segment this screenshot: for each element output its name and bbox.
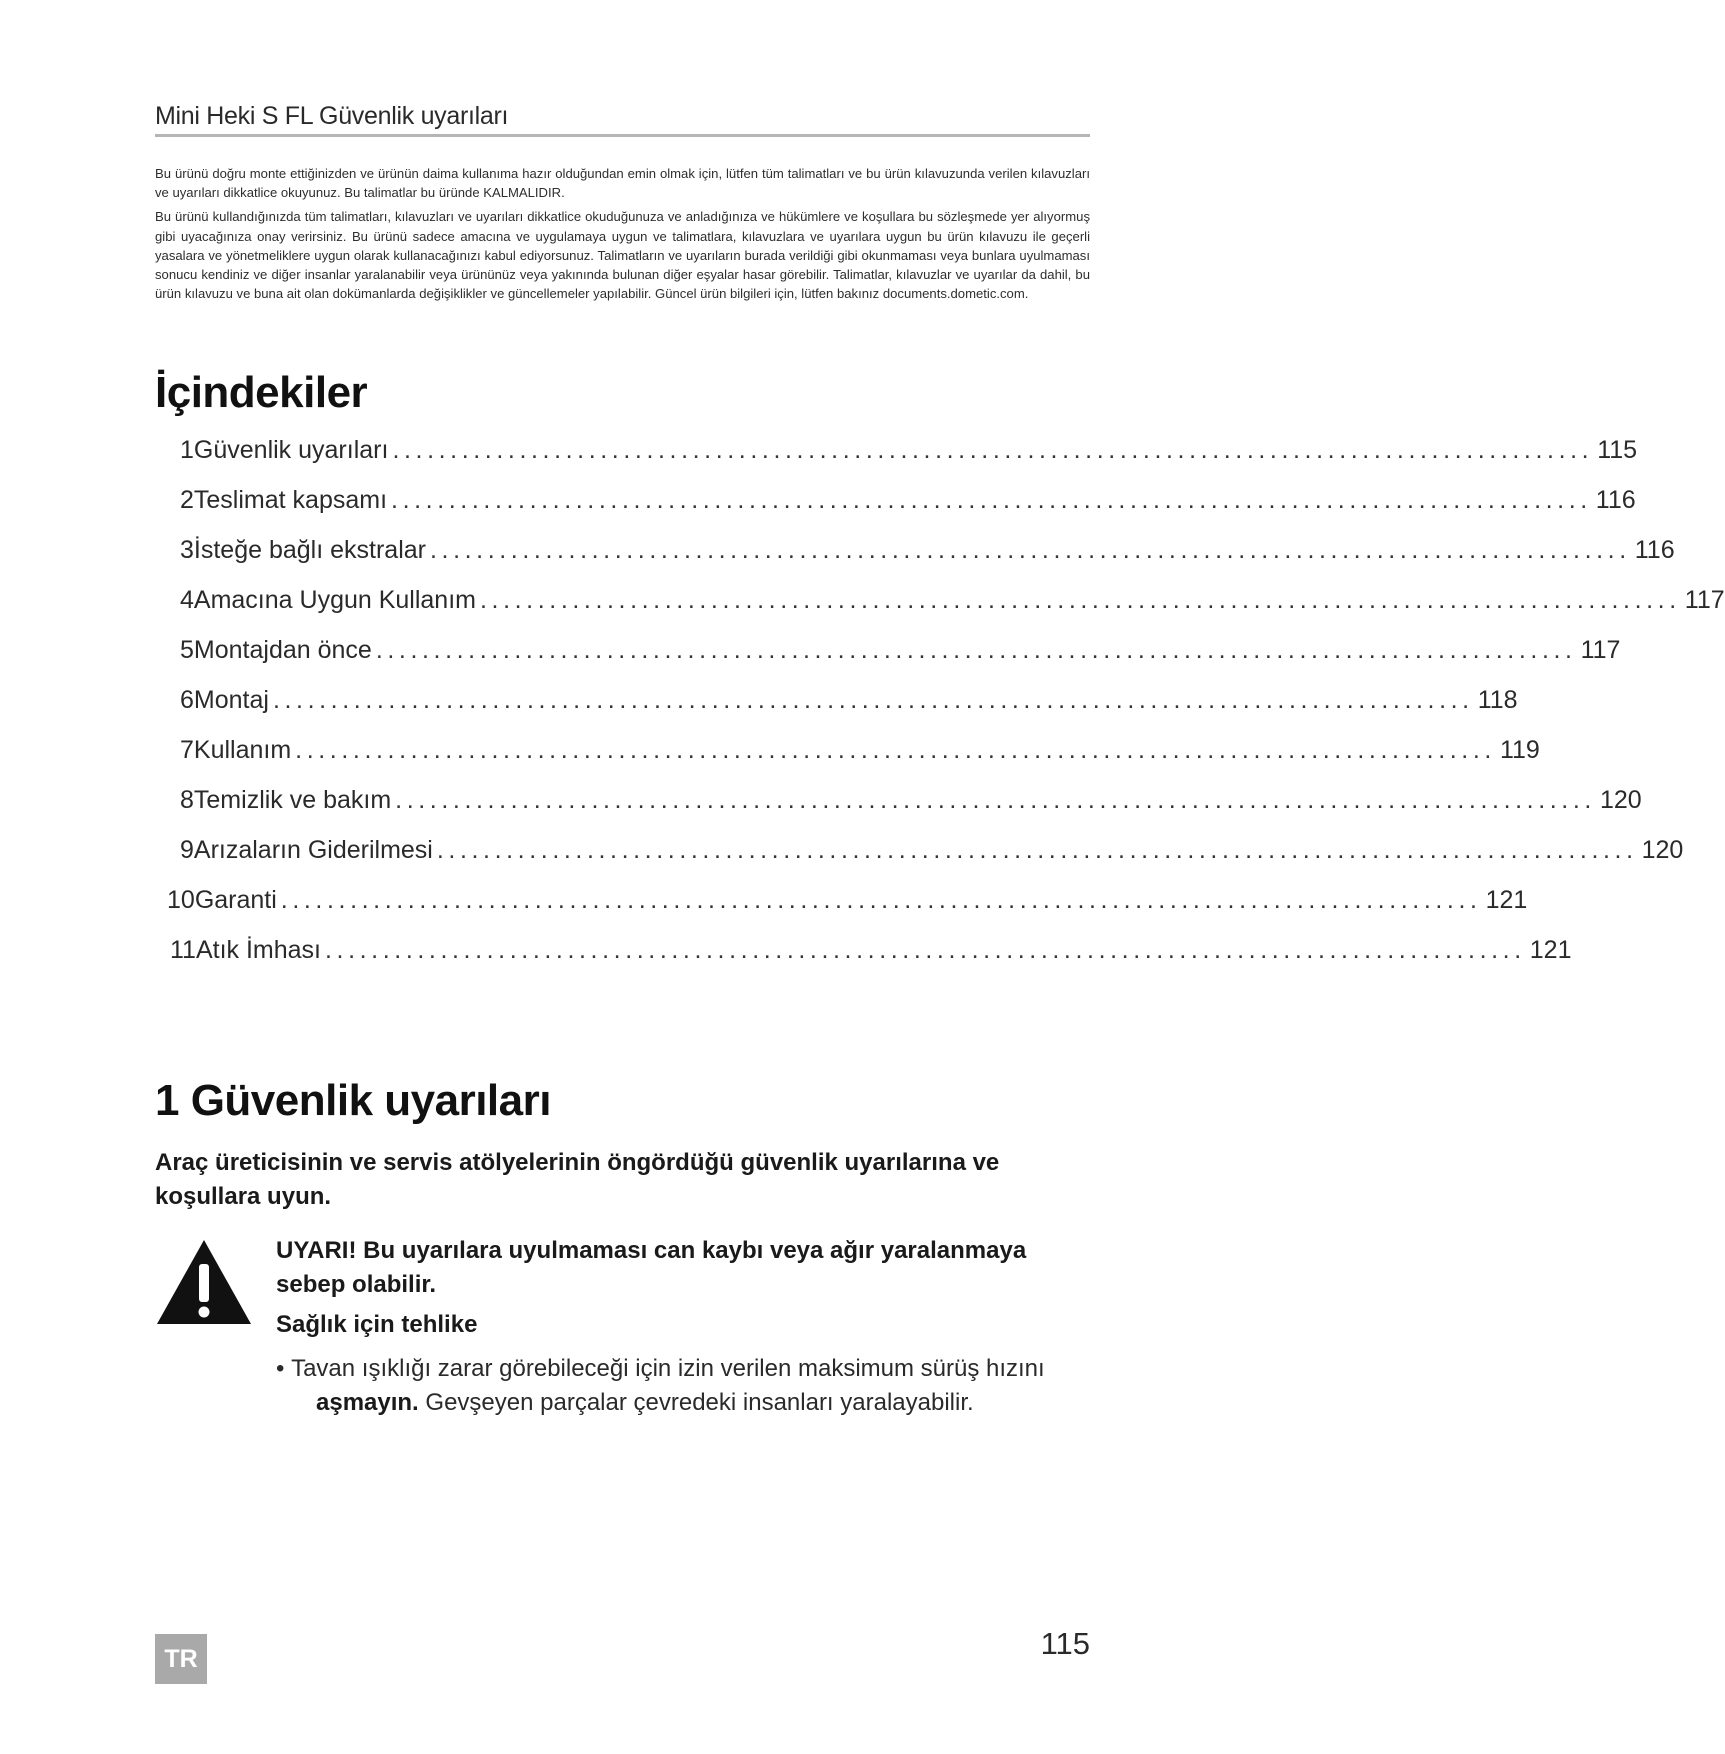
toc-entry[interactable] — [180, 436, 1638, 476]
warning-block — [276, 1234, 1090, 1420]
toc-number: 7 — [180, 736, 194, 764]
toc-leader-dots: ........................................................................................................ — [480, 586, 1681, 614]
warning-subtitle: Sağlık için tehlike — [276, 1311, 478, 1338]
toc-leader-dots: ........................................................................................................ — [375, 636, 1577, 664]
toc-number: 1 — [180, 436, 194, 464]
toc-title: Amacına Uygun Kullanım — [193, 586, 476, 614]
toc-page: 118 — [1477, 686, 1518, 714]
toc-number: 6 — [180, 686, 194, 714]
toc-number: 11 — [170, 936, 196, 964]
bullet-text: Tavan ışıklığı zarar görebileceği için izin verilen maksimum sürüş hızını — [291, 1355, 1045, 1382]
toc-title: Kullanım — [193, 736, 292, 764]
bullet-marker: • — [276, 1355, 285, 1382]
toc-entry[interactable] — [180, 486, 1636, 526]
toc-leader-dots: ........................................................................................................ — [280, 886, 1482, 914]
toc-entry[interactable] — [180, 686, 1518, 726]
toc-title: Montaj — [193, 686, 269, 714]
toc-title: Arızaların Giderilmesi — [193, 836, 433, 864]
toc-entry[interactable] — [180, 636, 1621, 676]
toc-entry[interactable] — [180, 586, 1725, 626]
language-badge: TR — [155, 1634, 207, 1684]
toc-entry[interactable] — [180, 786, 1642, 826]
toc-number: 3 — [180, 536, 194, 564]
toc-leader-dots: ........................................................................................................ — [391, 486, 1592, 514]
bullet-text-bold: aşmayın. — [316, 1389, 419, 1416]
warning-triangle-icon — [155, 1238, 253, 1326]
page-number: 115 — [1040, 1626, 1090, 1661]
toc-page: 121 — [1485, 886, 1528, 914]
toc-leader-dots: ........................................................................................................ — [325, 936, 1526, 964]
toc-title: Teslimat kapsamı — [193, 486, 388, 514]
toc-entry[interactable] — [170, 936, 1572, 976]
toc-title: Garanti — [194, 886, 277, 914]
toc-number: 8 — [180, 786, 194, 814]
toc-title: Montajdan önce — [193, 636, 372, 664]
running-header-title: Mini Heki S FL Güvenlik uyarıları — [155, 102, 509, 130]
toc-entry[interactable] — [167, 886, 1528, 926]
intro-paragraph: Bu ürünü doğru monte ettiğinizden ve ürünün daima kullanıma hazır olduğundan emin olmak için, lütfen tüm talimatları ve bu ürün kılavuzunda verilen kılavuzları ve uyarıları dikkatlice okuyunuz. Bu talimatlar bu üründe KALMALIDIR. — [155, 166, 1090, 201]
toc-leader-dots: ........................................................................................................ — [272, 686, 1474, 714]
toc-page: 117 — [1580, 636, 1621, 664]
warning-title: UYARI! Bu uyarılara uyulmaması can kaybı veya ağır yaralanmaya sebep olabilir. — [276, 1237, 1027, 1298]
toc-number: 4 — [180, 586, 194, 614]
toc-leader-dots: ........................................................................................................ — [295, 736, 1496, 764]
toc-page: 115 — [1597, 436, 1638, 464]
intro-paragraph: Bu ürünü kullandığınızda tüm talimatları, kılavuzları ve uyarıları dikkatlice okuduğunuza ve anladığınıza ve hükümlere ve koşullara bu sözleşmede yer alıyormuş gibi uyacağınıza onay verirsiniz. Bu ürünü sadece amacına ve uygulamaya uygun ve talimatlara, kılavuzlara ve uyarılara uygun bu ürün kılavuzu ile geçerli yasalara ve yönetmeliklere uygun olarak kullanacağınızı kabul ediyorsunuz. Talimatların ve uyarıların burada verildiği gibi okunmaması veya bunlara uyulmaması sonucu kendiniz ve diğer insanlar yaralanabilir veya ürününüz veya yakınında bulunan diğer eşyalar hasar görebilir. Talimatlar, kılavuzlar ve uyarılar da dahil, bu ürün kılavuzu ve buna ait olan dokümanlarda değişiklikler ve güncellemeler yapılabilir. Güncel ürün bilgileri için, lütfen bakınız documents.dometic.com. — [155, 209, 1090, 302]
toc-entry[interactable] — [180, 736, 1540, 776]
toc-leader-dots: ........................................................................................................ — [429, 536, 1631, 564]
toc-page: 116 — [1634, 536, 1675, 564]
section-lead-text: Araç üreticisinin ve servis atölyelerinin öngördüğü güvenlik uyarılarına ve koşullara uyun. — [155, 1149, 1000, 1210]
toc-title: Temizlik ve bakım — [193, 786, 392, 814]
toc-entry[interactable] — [180, 536, 1675, 576]
toc-page: 119 — [1499, 736, 1540, 764]
section-heading: 1 Güvenlik uyarıları — [155, 1076, 551, 1125]
toc-leader-dots: ........................................................................................................ — [436, 836, 1638, 864]
toc-title: Güvenlik uyarıları — [193, 436, 389, 464]
toc-number: 10 — [167, 886, 195, 914]
toc-leader-dots: ........................................................................................................ — [395, 786, 1596, 814]
toc-heading: İçindekiler — [155, 368, 368, 417]
toc-page: 117 — [1684, 586, 1725, 614]
toc-entry[interactable] — [180, 836, 1684, 876]
toc-number: 5 — [180, 636, 194, 664]
toc-number: 2 — [180, 486, 194, 514]
toc-title: Atık İmhası — [195, 936, 321, 964]
toc-title: İsteğe bağlı ekstralar — [193, 536, 426, 564]
header-divider — [155, 134, 1090, 137]
toc-page: 121 — [1529, 936, 1572, 964]
toc-page: 116 — [1595, 486, 1636, 514]
toc-page: 120 — [1641, 836, 1684, 864]
intro-text — [155, 164, 1090, 308]
toc-leader-dots: ........................................................................................................ — [392, 436, 1594, 464]
warning-bullet — [276, 1352, 1090, 1420]
toc-number: 9 — [180, 836, 194, 864]
bullet-text: Gevşeyen parçalar çevredeki insanları yaralayabilir. — [418, 1389, 974, 1416]
toc-page: 120 — [1599, 786, 1642, 814]
